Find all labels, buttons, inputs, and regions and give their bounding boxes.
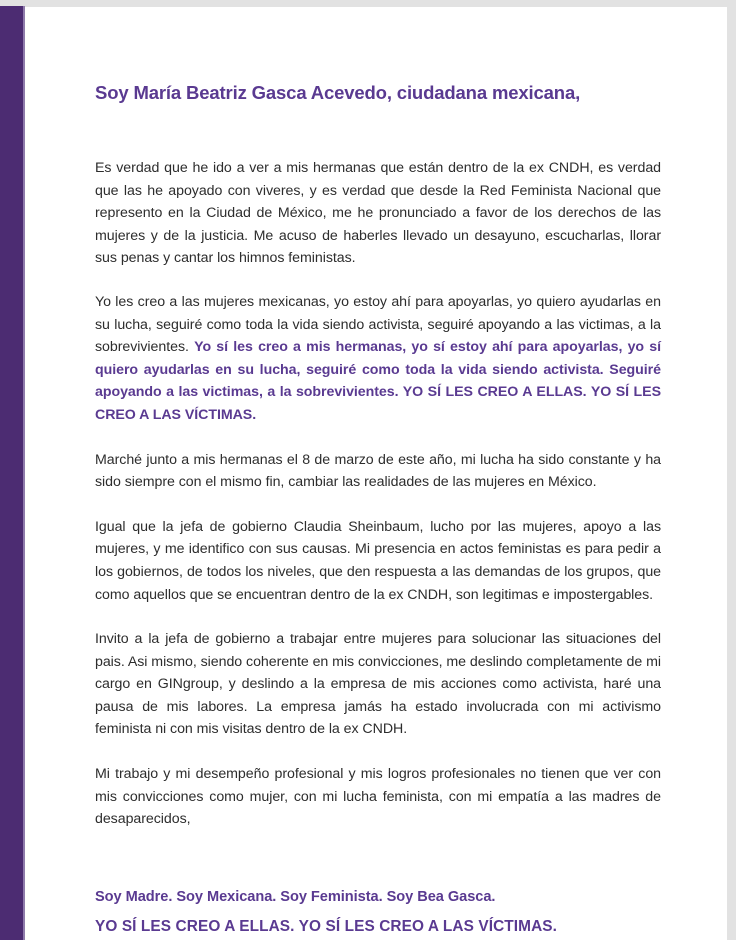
signoff-block bbox=[95, 882, 661, 940]
paragraph-6: Mi trabajo y mi desempeño profesional y mis logros profesionales no tienen que ver con mis convicciones como mujer, con mi lucha feminista, con mi empatía a las madres de desaparecidos, bbox=[95, 766, 661, 828]
signoff-line-identity: Soy Madre. Soy Mexicana. Soy Feminista. Soy Bea Gasca. bbox=[95, 888, 496, 905]
paragraph-2 bbox=[95, 291, 661, 427]
document-body bbox=[95, 0, 661, 940]
page-title: Soy María Beatriz Gasca Acevedo, ciudadana mexicana, bbox=[95, 82, 581, 103]
scan-right-edge bbox=[727, 0, 736, 940]
paragraph-2-plain-text: Yo les creo a las mujeres mexicanas, yo estoy ahí para apoyarlas, yo quiero ayudarlas en su lucha, seguiré como toda la vida siendo activista, seguiré apoyando a las victimas, a la sobrevivientes. bbox=[95, 293, 661, 356]
letterhead-left-band bbox=[0, 6, 23, 940]
paragraph-5: Invito a la jefa de gobierno a trabajar entre mujeres para solucionar las situaciones del pais. Asi mismo, siendo coherente en mis convicciones, me deslindo completamente de mi cargo en GINgroup, y deslindo a la empresa de mis acciones como activista, haré una pausa de mis labores. La empresa jamás ha estado involucrada con mi activismo feminista ni con mis visitas dentro de la ex CNDH. bbox=[95, 631, 661, 738]
letterhead-band-hairline bbox=[23, 6, 25, 940]
paragraph-2-emphasis-text: Yo sí les creo a mis hermanas, yo sí estoy ahí para apoyarlas, yo sí quiero ayudarlas en su lucha, seguiré como toda la vida siendo activista. Seguiré apoyando a las victimas, a la sobrevivientes. YO SÍ LES CREO A ELLAS. YO SÍ LES CREO A LAS VÍCTIMAS. bbox=[95, 339, 661, 423]
signoff-line-slogan: YO SÍ LES CREO A ELLAS. YO SÍ LES CREO A LAS VÍCTIMAS. bbox=[95, 917, 558, 935]
paragraph-3: Marché junto a mis hermanas el 8 de marzo de este año, mi lucha ha sido constante y ha sido siempre con el mismo fin, cambiar las realidades de las mujeres en México. bbox=[95, 451, 661, 491]
paragraph-1: Es verdad que he ido a ver a mis hermanas que están dentro de la ex CNDH, es verdad que las he apoyado con viveres, y es verdad que desde la Red Feminista Nacional que represento en la Ciudad de México, me he pronunciado a favor de los derechos de las mujeres y de la justicia. Me acuso de haberles llevado un desayuno, escucharlas, llorar sus penas y cantar los himnos feministas. bbox=[95, 160, 661, 267]
paragraph-4: Igual que la jefa de gobierno Claudia Sheinbaum, lucho por las mujeres, apoyo a las mujeres, y me identifico con sus causas. Mi presencia en actos feministas es para pedir a los gobiernos, de todos los niveles, que den respuesta a las demandas de los grupos, que como aquellos que se encuentran dentro de la ex CNDH, son legitimas e impostergables. bbox=[95, 518, 661, 603]
